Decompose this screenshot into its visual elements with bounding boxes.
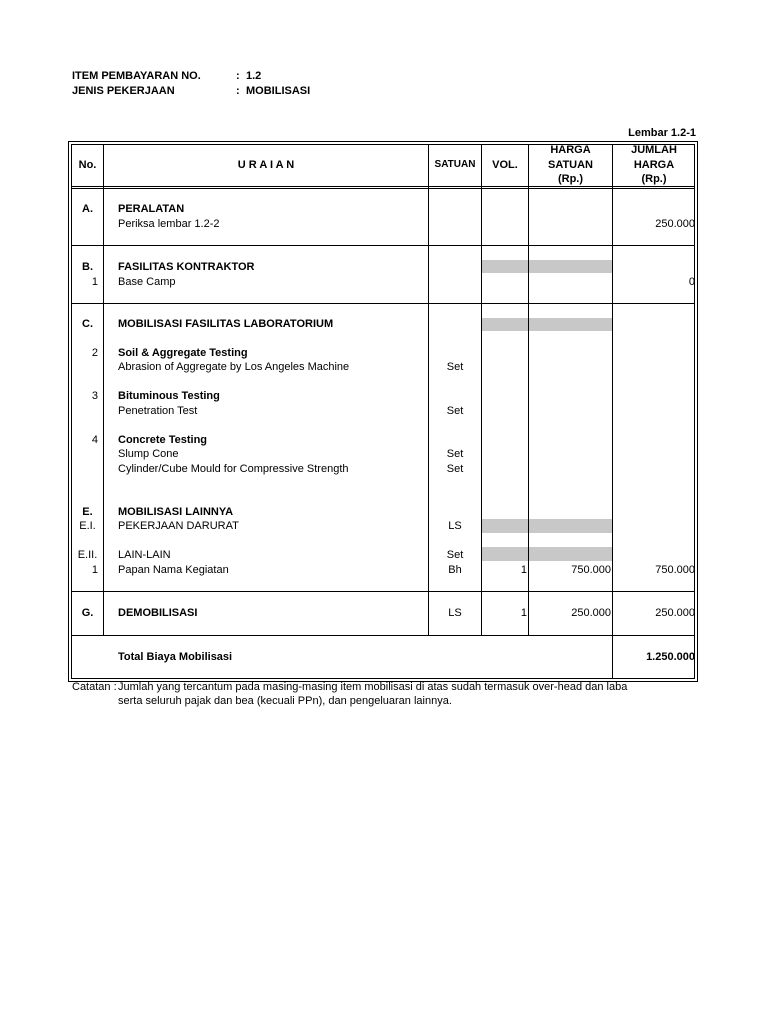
col-header-jumlah-1: JUMLAH (631, 144, 677, 156)
note-line-1: Jumlah yang tercantum pada masing-masing item mobilisasi di atas sudah termasuk over-head dan laba (118, 681, 628, 693)
item-number-colon: : (236, 70, 240, 82)
sheet-number: Lembar 1.2-1 (628, 127, 696, 139)
item-b1-amount: 0 (688, 276, 695, 288)
section-e-number: E. (82, 506, 93, 518)
col-header-jumlah-3: (Rp.) (641, 173, 667, 185)
total-label: Total Biaya Mobilisasi (118, 651, 233, 663)
item-b1-desc: Base Camp (118, 276, 176, 288)
section-a-amount: 250.000 (655, 218, 695, 230)
section-a-number: A. (82, 203, 93, 215)
work-type-value: MOBILISASI (246, 85, 311, 97)
shaded-cell-eii (482, 547, 612, 561)
item-c3-unit: Set (446, 405, 464, 417)
section-e-title: MOBILISASI LAINNYA (118, 506, 234, 518)
item-e1-unit: Bh (448, 564, 462, 576)
item-eii-unit: Set (446, 549, 464, 561)
item-c3-number: 3 (91, 390, 98, 402)
col-header-uraian: U R A I A N (237, 159, 295, 171)
item-eii-desc: LAIN-LAIN (118, 549, 171, 561)
note-label: Catatan : (72, 681, 117, 693)
section-b-number: B. (82, 261, 93, 273)
item-c3-title: Bituminous Testing (118, 390, 220, 402)
note-line-2: serta seluruh pajak dan bea (kecuali PPn), dan pengeluaran lainnya. (118, 695, 452, 707)
item-e1-desc: Papan Nama Kegiatan (118, 564, 229, 576)
item-e1-unit-price: 750.000 (571, 564, 611, 576)
item-c2-desc: Abrasion of Aggregate by Los Angeles Machine (118, 361, 350, 373)
item-ei-number: E.I. (79, 520, 96, 532)
row-divider-header-double (71, 188, 695, 189)
item-b1-number: 1 (91, 276, 98, 288)
section-g-amount: 250.000 (655, 607, 695, 619)
col-header-vol: VOL. (492, 159, 518, 171)
item-c4-desc-2: Cylinder/Cube Mould for Compressive Strength (118, 463, 349, 475)
col-header-harga-3: (Rp.) (557, 173, 584, 185)
total-value: 1.250.000 (646, 651, 695, 663)
section-g-title: DEMOBILISASI (118, 607, 198, 619)
row-divider-g (71, 635, 695, 636)
col-divider-satuan (481, 144, 482, 635)
row-divider-a (71, 245, 695, 246)
item-ei-desc: PEKERJAAN DARURAT (118, 520, 239, 532)
section-g-number: G. (81, 607, 94, 619)
work-type-colon: : (236, 85, 240, 97)
col-header-jumlah-2: HARGA (633, 159, 675, 171)
shaded-cell-b (482, 260, 612, 273)
item-e1-amount: 750.000 (655, 564, 695, 576)
item-e1-volume: 1 (520, 564, 527, 576)
item-c4-desc-1: Slump Cone (118, 448, 179, 460)
row-divider-e (71, 591, 695, 592)
item-ei-unit: LS (448, 520, 462, 532)
col-header-harga-2: SATUAN (547, 159, 593, 171)
shaded-cell-c (482, 318, 612, 331)
item-c4-title: Concrete Testing (118, 434, 208, 446)
item-eii-number: E.II. (77, 549, 98, 561)
section-g-volume: 1 (520, 607, 527, 619)
section-a-subtitle: Periksa lembar 1.2-2 (118, 218, 220, 230)
section-c-title: MOBILISASI FASILITAS LABORATORIUM (118, 318, 334, 330)
row-divider-header (71, 186, 695, 187)
col-divider-vol (528, 144, 529, 635)
section-a-title: PERALATAN (118, 203, 185, 215)
item-c2-number: 2 (91, 347, 98, 359)
item-c4-number: 4 (91, 434, 98, 446)
col-header-harga-1: HARGA (550, 144, 591, 156)
item-c2-unit: Set (446, 361, 464, 373)
row-divider-b (71, 303, 695, 304)
section-g-unit: LS (448, 607, 462, 619)
shaded-cell-ei (482, 519, 612, 533)
item-c4-unit-1: Set (446, 448, 464, 460)
item-c4-unit-2: Set (446, 463, 464, 475)
col-header-no: No. (78, 159, 97, 171)
col-divider-uraian (428, 144, 429, 635)
work-type-label: JENIS PEKERJAAN (72, 85, 175, 97)
section-b-title: FASILITAS KONTRAKTOR (118, 261, 255, 273)
item-c3-desc: Penetration Test (118, 405, 198, 417)
item-number-label: ITEM PEMBAYARAN NO. (72, 70, 201, 82)
item-number-value: 1.2 (246, 70, 262, 82)
item-e1-number: 1 (91, 564, 98, 576)
item-c2-title: Soil & Aggregate Testing (118, 347, 248, 359)
section-g-unit-price: 250.000 (571, 607, 611, 619)
col-header-satuan: SATUAN (434, 159, 476, 170)
col-divider-no (103, 144, 104, 635)
section-c-number: C. (82, 318, 93, 330)
